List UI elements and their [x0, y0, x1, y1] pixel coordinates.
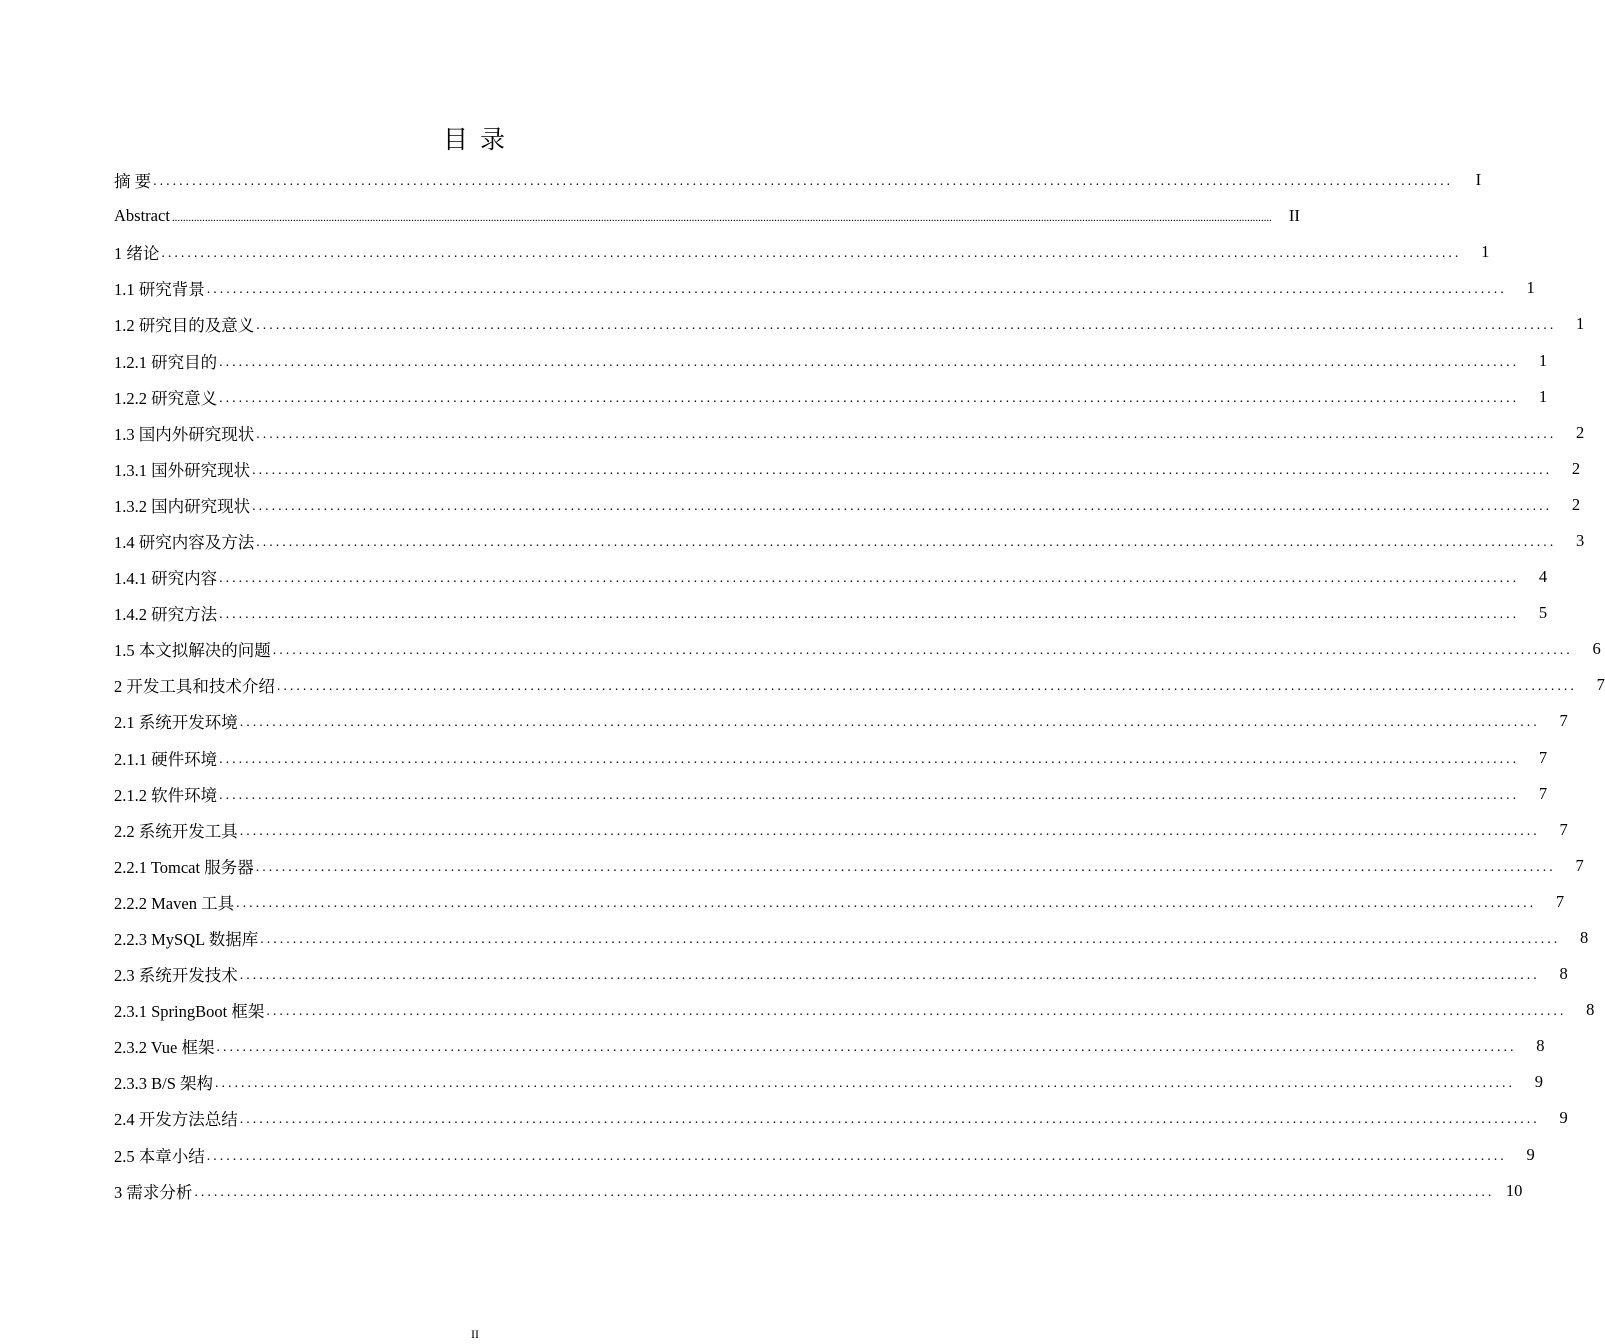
toc-entry[interactable] — [114, 379, 1548, 415]
toc-entry[interactable] — [114, 162, 1482, 198]
toc-entry-page: 2 — [1571, 458, 1581, 478]
toc-leader-dots: ........................................................................................................................................................................................................ — [239, 968, 1540, 984]
toc-entry[interactable] — [114, 776, 1548, 812]
toc-leader-dots: ........................................................................................................................................................................................................ — [256, 534, 1557, 550]
toc-entry-page: 1 — [1481, 242, 1490, 262]
toc-entry-label: 1.2 研究目的及意义 — [114, 316, 255, 336]
toc-entry-page: 9 — [1534, 1072, 1544, 1092]
toc-entry-label: 摘 要 — [114, 172, 152, 192]
table-of-contents — [114, 162, 1605, 1209]
toc-entry-page: 2 — [1576, 422, 1585, 442]
toc-entry-label: 2.1.1 硬件环境 — [114, 749, 218, 769]
toc-entry-page: 7 — [1538, 747, 1548, 767]
toc-leader-dots: ........................................................................................................................................................................................................ — [256, 426, 1557, 442]
toc-entry-page: 1 — [1576, 314, 1585, 334]
toc-leader-dots: ........................................................................................................................................................................................................ — [252, 498, 1553, 514]
toc-entry-page: 3 — [1576, 530, 1585, 550]
toc-leader-dots: ........................................................................................................................................................................................................ — [219, 571, 1520, 587]
toc-entry[interactable] — [114, 667, 1605, 703]
toc-entry[interactable] — [114, 306, 1585, 342]
toc-entry-label: 1.4 研究内容及方法 — [114, 532, 255, 552]
toc-leader-dots: ........................................................................................................................................................................................................ — [194, 1184, 1495, 1200]
toc-leader-dots: ........................................................................................................................................................................................................ — [161, 246, 1462, 262]
toc-entry-page: 8 — [1559, 964, 1568, 984]
toc-entry-page: 6 — [1592, 639, 1601, 659]
toc-entry-label: 2.3.3 B/S 架构 — [114, 1074, 214, 1094]
toc-entry-page: 9 — [1526, 1144, 1535, 1164]
toc-entry[interactable] — [114, 992, 1595, 1028]
toc-entry-label: 3 需求分析 — [114, 1182, 193, 1202]
toc-leader-dots: ........................................................................................................................................................................................................ — [153, 174, 1454, 190]
toc-entry-page: 1 — [1538, 386, 1548, 406]
page-title: 目 录 — [443, 125, 507, 154]
toc-leader-dots: ........................................................................................................................................................................................................ — [219, 607, 1520, 623]
toc-entry-label: 1.5 本文拟解决的问题 — [114, 641, 271, 661]
toc-leader-dots: ........................................................................................................................................................................................................ — [252, 462, 1553, 478]
toc-entry[interactable] — [114, 559, 1548, 595]
toc-entry-label: 2.5 本章小结 — [114, 1146, 205, 1166]
toc-entry-label: 2.3.2 Vue 框架 — [114, 1038, 215, 1058]
toc-entry-label: 2.2.1 Tomcat 服务器 — [114, 857, 254, 877]
toc-leader-dots: ........................................................................................................................................................................................................ — [219, 390, 1520, 406]
toc-entry-label: 2.3 系统开发技术 — [114, 966, 238, 986]
toc-entry-label: 2.2 系统开发工具 — [114, 821, 238, 841]
toc-entry-page: 7 — [1575, 855, 1584, 875]
toc-entry-page: 1 — [1538, 350, 1548, 370]
toc-leader-dots: ........................................................................................................................................................................................................ — [260, 932, 1561, 948]
toc-entry-page: 9 — [1559, 1108, 1568, 1128]
toc-entry-label: 1.2.2 研究意义 — [114, 388, 218, 408]
toc-leader-dots: ........................................................................................................................................................................................................ — [236, 895, 1537, 911]
toc-entry-page: 8 — [1579, 928, 1589, 948]
toc-entry-page: 1 — [1526, 278, 1535, 298]
toc-leader-dots: ........................................................................................................................................................................................................ — [239, 1112, 1540, 1128]
toc-entry[interactable] — [114, 270, 1535, 306]
toc-entry-page: 10 — [1505, 1180, 1523, 1200]
toc-leader-dots: ........................................................................................................................................................................................................ — [239, 715, 1540, 731]
toc-leader-dots: ........................................................................................................................................................................................................ — [276, 679, 1577, 695]
toc-entry-page: 5 — [1538, 603, 1548, 623]
toc-entry-label: 1.2.1 研究目的 — [114, 352, 218, 372]
toc-entry-label: 1.3.2 国内研究现状 — [114, 496, 251, 516]
toc-entry-label: 2 开发工具和技术介绍 — [114, 677, 275, 697]
toc-entry[interactable] — [114, 198, 1300, 234]
toc-entry[interactable] — [114, 1173, 1523, 1209]
toc-entry-page: II — [1288, 206, 1300, 226]
toc-entry[interactable] — [114, 884, 1565, 920]
toc-leader-dots: ........................................................................................................................................................................................................ — [215, 1076, 1516, 1092]
toc-leader-dots: ........................................................................................................................................................................................................ — [206, 282, 1507, 298]
toc-leader-dots: ................................................................................................................................................................................................................................................................................................................................................................................................................ — [171, 212, 1272, 225]
toc-entry[interactable] — [114, 812, 1568, 848]
toc-entry[interactable] — [114, 451, 1581, 487]
toc-entry[interactable] — [114, 1137, 1535, 1173]
toc-entry-label: 1.4.2 研究方法 — [114, 605, 218, 625]
toc-entry-label: 2.3.1 SpringBoot 框架 — [114, 1002, 265, 1022]
toc-entry-label: 1.4.1 研究内容 — [114, 569, 218, 589]
toc-entry-page: 7 — [1559, 711, 1568, 731]
toc-leader-dots: ........................................................................................................................................................................................................ — [256, 318, 1557, 334]
toc-leader-dots: ........................................................................................................................................................................................................ — [206, 1148, 1507, 1164]
toc-entry[interactable] — [114, 703, 1568, 739]
toc-leader-dots: ........................................................................................................................................................................................................ — [219, 354, 1520, 370]
toc-leader-dots: ........................................................................................................................................................................................................ — [216, 1040, 1517, 1056]
toc-leader-dots: ........................................................................................................................................................................................................ — [219, 787, 1520, 803]
toc-entry-label: 1 绪论 — [114, 244, 160, 264]
toc-entry-label: 1.3.1 国外研究现状 — [114, 460, 251, 480]
toc-entry-page: 4 — [1538, 567, 1548, 587]
toc-leader-dots: ........................................................................................................................................................................................................ — [239, 823, 1540, 839]
toc-entry[interactable] — [114, 342, 1548, 378]
toc-entry-page: 7 — [1596, 675, 1605, 695]
toc-leader-dots: ........................................................................................................................................................................................................ — [272, 643, 1573, 659]
toc-entry[interactable] — [114, 595, 1548, 631]
toc-entry-label: 2.1.2 软件环境 — [114, 785, 218, 805]
toc-entry-page: 7 — [1559, 819, 1568, 839]
toc-leader-dots: ........................................................................................................................................................................................................ — [219, 751, 1520, 767]
toc-entry-label: 1.3 国内外研究现状 — [114, 424, 255, 444]
toc-entry-page: 8 — [1586, 1000, 1595, 1020]
toc-entry-label: Abstract — [114, 206, 170, 226]
toc-entry[interactable] — [114, 1100, 1568, 1136]
toc-entry-page: 7 — [1538, 783, 1548, 803]
toc-leader-dots: ........................................................................................................................................................................................................ — [266, 1004, 1567, 1020]
page-number-footer: II — [471, 1327, 479, 1341]
toc-entry-label: 2.1 系统开发环境 — [114, 713, 238, 733]
toc-entry-label: 1.1 研究背景 — [114, 280, 205, 300]
toc-entry[interactable] — [114, 415, 1585, 451]
toc-entry[interactable] — [114, 1028, 1545, 1064]
toc-entry[interactable] — [114, 740, 1548, 776]
toc-entry-page: 8 — [1536, 1036, 1545, 1056]
toc-entry[interactable] — [114, 487, 1581, 523]
toc-entry-page: I — [1475, 170, 1482, 190]
toc-entry-label: 2.2.3 MySQL 数据库 — [114, 930, 259, 950]
toc-entry[interactable] — [114, 1064, 1544, 1100]
toc-entry[interactable] — [114, 848, 1584, 884]
toc-entry-page: 2 — [1571, 494, 1581, 514]
toc-entry-label: 2.4 开发方法总结 — [114, 1110, 238, 1130]
toc-entry[interactable] — [114, 920, 1589, 956]
toc-entry[interactable] — [114, 956, 1568, 992]
toc-entry[interactable] — [114, 631, 1601, 667]
toc-entry[interactable] — [114, 523, 1585, 559]
toc-entry-page: 7 — [1555, 891, 1565, 911]
toc-entry-label: 2.2.2 Maven 工具 — [114, 893, 235, 913]
toc-entry[interactable] — [114, 234, 1490, 270]
toc-leader-dots: ........................................................................................................................................................................................................ — [255, 859, 1556, 875]
